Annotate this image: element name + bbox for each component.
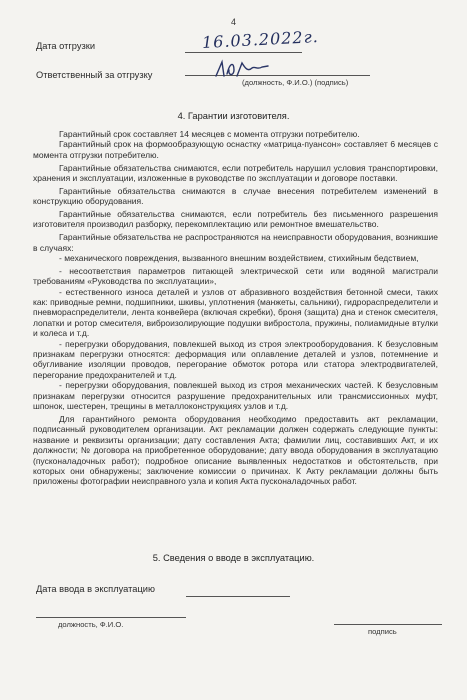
list-item: - несоответствия параметров питающей электрической сети или водяной магистрали требованиям «Руководства по эксплуатации», (33, 265, 438, 287)
handwritten-signature (212, 58, 272, 80)
list-item: - естественного износа деталей и узлов от абразивного воздействия бетонной смеси, таких как: приводные ремни, подшипники, шкивы, уплотнения (манжеты, сальники), гидрораспределители и пневмораспределители, лента конвейера (включая скребки), броня (защита) дна и стенок смесителя, лопатки и ротор смесителя, виброизолирующие подушки вибростола, пружины, полиамидные втулки и колеса и т.д. (33, 286, 438, 339)
paragraph: Гарантийные обязательства снимаются, если потребитель без письменного разрешения изготовителя производил разборку, перекомплектацию или ремонтное вмешательство. (33, 209, 438, 230)
list-item: - перегрузки оборудования, повлекшей выход из строя электрооборудования. К безусловным признакам перегрузки относятся: деформация или оплавление деталей и узлов, потемнение и обугливание изоляции проводов, перегорание обмоток ротора или статора электродвигателей, перегорание предохранителей и т.д. (33, 338, 438, 380)
section-5-title: 5. Сведения о вводе в эксплуатацию. (152, 553, 315, 563)
shipment-date-label: Дата отгрузки (36, 41, 96, 51)
paragraph: Гарантийные обязательства снимаются в случае внесения потребителем изменений в конструкцию оборудования. (33, 185, 438, 207)
list-item: - механического повреждения, вызванного внешним воздействием, стихийным бедствием, (59, 253, 419, 264)
position-caption: должность, Ф.И.О. (58, 620, 124, 629)
paragraph: Гарантийный срок составляет 14 месяцев с момента отгрузки потребителю. (59, 129, 360, 139)
position-line (36, 617, 186, 618)
paragraph: Гарантийные обязательства не распространяются на неисправности оборудования, возникшие в случаях: (33, 232, 438, 253)
paragraph: Гарантийный срок на формообразующую оснастку «матрица-пуансон» составляет 6 месяцев с момента отгрузки потребителю. (33, 139, 438, 160)
list-item: - перегрузки оборудования, повлекшей выход из строя механических частей. К безусловным признакам перегрузки относится разрушение предохранительных или трансмиссионных муфт, шпонок, шестерен, трещины в металлоконструкциях узлов и т.д. (33, 380, 438, 412)
signature-caption: подпись (368, 627, 397, 636)
responsible-caption: (должность, Ф.И.О.) (подпись) (242, 78, 349, 87)
shipment-date-line (185, 52, 302, 53)
signature-line (334, 624, 442, 625)
paragraph: Для гарантийного ремонта оборудования необходимо предоставить акт рекламации, подписанный руководителем организации. Акт рекламации должен содержать следующие пункты: название и реквизиты организации; дату составления Акта; фамилии лиц, составивших Акт, и их должности; № договора на приобретенное оборудование; дату ввода оборудования в эксплуатацию (пусконаладочных работ); подробное описание выявленных недостатков и обстоятельств, при которых они обнаружены; заключение комиссии о причинах. К Акту рекламации должны быть приложены фотографии неисправного узла и копия Акта пусконаладочных работ. (33, 413, 438, 487)
commissioning-date-line (186, 596, 290, 597)
paragraph: Гарантийные обязательства снимаются, если потребитель нарушил условия транспортировки, хранения и эксплуатации, изложенные в руководстве по эксплуатации и договоре поставки. (33, 162, 438, 184)
page-number: 4 (230, 17, 236, 27)
section-4-title: 4. Гарантии изготовителя. (177, 111, 290, 121)
section-4-body (33, 129, 438, 487)
shipment-date-handwritten: 16.03.2022г. (201, 26, 320, 53)
responsible-label: Ответственный за отгрузку (36, 70, 153, 80)
commissioning-date-label: Дата ввода в эксплуатацию (36, 584, 155, 594)
